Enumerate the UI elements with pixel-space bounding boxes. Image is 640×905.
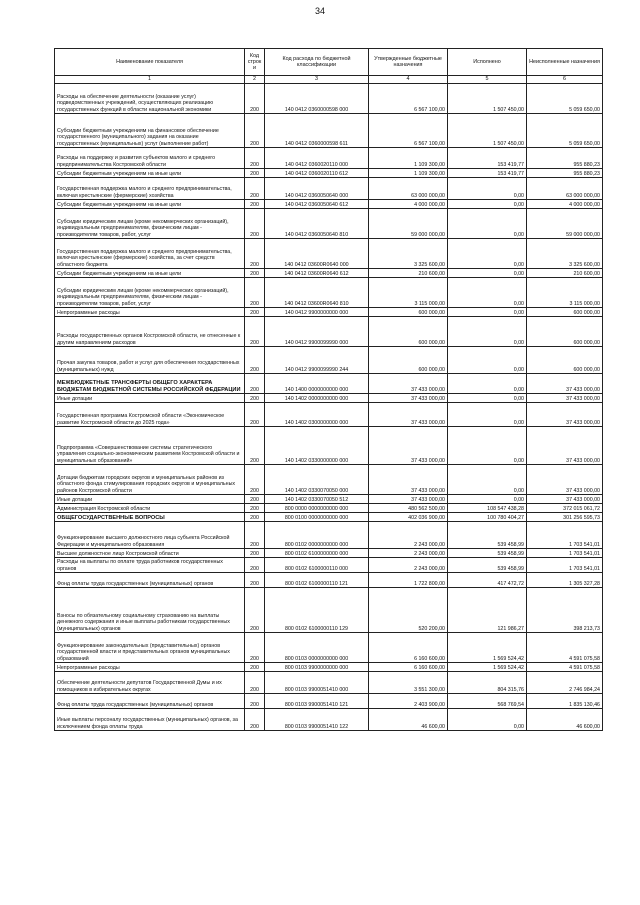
row-line-code: 200 <box>245 495 265 504</box>
row-budget-classification-code: 140 0412 0360020110 612 <box>265 169 369 178</box>
row-unexecuted-amount: 600 000,00 <box>527 347 603 374</box>
row-indicator-name: Обеспечение деятельности депутатов Государственной Думы и их помощников в избирательных округах <box>55 672 245 694</box>
row-indicator-name: Подпрограмма «Совершенствование системы стратегического управления социально-экономическим развитием Костромской области и муниципальных образований» <box>55 427 245 465</box>
column-index: 2 <box>245 76 265 84</box>
row-budget-classification-code: 140 0412 03600R0640 612 <box>265 269 369 278</box>
row-unexecuted-amount: 955 880,23 <box>527 148 603 169</box>
row-unexecuted-amount: 1 703 541,01 <box>527 558 603 573</box>
row-indicator-name: Иные дотации <box>55 394 245 403</box>
row-indicator-name: Субсидии бюджетным учреждениям на иные цели <box>55 200 245 209</box>
row-unexecuted-amount: 372 015 061,72 <box>527 504 603 513</box>
row-indicator-name: Иные дотации <box>55 495 245 504</box>
table-row <box>55 633 603 663</box>
row-approved-amount: 2 403 900,00 <box>369 694 448 709</box>
row-budget-classification-code: 140 0412 0360000598 000 <box>265 84 369 114</box>
row-indicator-name: Функционирование высшего должностного лица субъекта Российской Федерации и муниципального образования <box>55 522 245 549</box>
row-line-code: 200 <box>245 403 265 427</box>
row-unexecuted-amount: 600 000,00 <box>527 317 603 347</box>
row-unexecuted-amount: 1 703 541,01 <box>527 522 603 549</box>
table-row <box>55 374 603 394</box>
row-approved-amount: 3 325 600,00 <box>369 239 448 269</box>
row-line-code: 200 <box>245 169 265 178</box>
row-approved-amount: 6 567 100,00 <box>369 84 448 114</box>
table-row <box>55 178 603 200</box>
row-budget-classification-code: 800 0103 9900051410 121 <box>265 694 369 709</box>
row-line-code: 200 <box>245 663 265 672</box>
row-budget-classification-code: 140 0412 03600R0640 000 <box>265 239 369 269</box>
row-unexecuted-amount: 3 115 000,00 <box>527 278 603 308</box>
table-row <box>55 84 603 114</box>
row-approved-amount: 63 000 000,00 <box>369 178 448 200</box>
page-number: 34 <box>314 6 325 16</box>
row-budget-classification-code: 140 1402 0330070050 512 <box>265 495 369 504</box>
row-indicator-name: Расходы государственных органов Костромской области, не отнесенные к другим направлениям расходов <box>55 317 245 347</box>
header-budget-classification-code: Код расхода по бюджетной классификации <box>265 49 369 76</box>
row-unexecuted-amount: 398 213,73 <box>527 588 603 633</box>
row-indicator-name: Фонд оплаты труда государственных (муниципальных) органов <box>55 694 245 709</box>
row-executed-amount: 0,00 <box>448 709 527 731</box>
row-approved-amount: 2 243 000,00 <box>369 522 448 549</box>
table-row <box>55 308 603 317</box>
header-line-code: Код строк и <box>245 49 265 76</box>
table-row <box>55 317 603 347</box>
row-executed-amount: 0,00 <box>448 495 527 504</box>
row-indicator-name: ОБЩЕГОСУДАРСТВЕННЫЕ ВОПРОСЫ <box>55 513 245 522</box>
table-row <box>55 504 603 513</box>
row-line-code: 200 <box>245 239 265 269</box>
row-executed-amount: 1 569 524,42 <box>448 663 527 672</box>
row-unexecuted-amount: 5 059 650,00 <box>527 84 603 114</box>
row-budget-classification-code: 140 0412 0360050640 000 <box>265 178 369 200</box>
row-line-code: 200 <box>245 178 265 200</box>
row-indicator-name: Высшее должностное лицо Костромской области <box>55 549 245 558</box>
row-approved-amount: 37 433 000,00 <box>369 495 448 504</box>
table-row <box>55 672 603 694</box>
row-approved-amount: 520 200,00 <box>369 588 448 633</box>
row-line-code: 200 <box>245 317 265 347</box>
row-unexecuted-amount: 4 591 075,58 <box>527 663 603 672</box>
row-unexecuted-amount: 4 591 075,58 <box>527 633 603 663</box>
row-indicator-name: Функционирование законодательных (представительных) органов государственной власти и представительных органов муниципальных образований <box>55 633 245 663</box>
row-executed-amount: 0,00 <box>448 374 527 394</box>
table-row <box>55 209 603 239</box>
row-line-code: 200 <box>245 209 265 239</box>
row-approved-amount: 2 243 000,00 <box>369 549 448 558</box>
row-line-code: 200 <box>245 269 265 278</box>
row-indicator-name: Администрация Костромской области <box>55 504 245 513</box>
table-row <box>55 347 603 374</box>
row-executed-amount: 0,00 <box>448 427 527 465</box>
row-executed-amount: 1 507 450,00 <box>448 84 527 114</box>
row-approved-amount: 37 433 000,00 <box>369 427 448 465</box>
header-executed: Исполнено <box>448 49 527 76</box>
row-unexecuted-amount: 37 433 000,00 <box>527 403 603 427</box>
row-unexecuted-amount: 37 433 000,00 <box>527 495 603 504</box>
row-approved-amount: 600 000,00 <box>369 317 448 347</box>
row-approved-amount: 37 433 000,00 <box>369 374 448 394</box>
row-line-code: 200 <box>245 200 265 209</box>
table-row <box>55 239 603 269</box>
row-budget-classification-code: 800 0000 0000000000 000 <box>265 504 369 513</box>
row-executed-amount: 539 458,99 <box>448 522 527 549</box>
table-row <box>55 114 603 148</box>
row-executed-amount: 108 547 438,28 <box>448 504 527 513</box>
table-row <box>55 495 603 504</box>
row-budget-classification-code: 800 0102 6100000110 000 <box>265 558 369 573</box>
row-unexecuted-amount: 5 059 650,00 <box>527 114 603 148</box>
row-unexecuted-amount: 37 433 000,00 <box>527 427 603 465</box>
row-budget-classification-code: 140 0412 9900099990 000 <box>265 317 369 347</box>
row-executed-amount: 0,00 <box>448 200 527 209</box>
column-index: 6 <box>527 76 603 84</box>
row-line-code: 200 <box>245 709 265 731</box>
row-unexecuted-amount: 1 703 541,01 <box>527 549 603 558</box>
row-line-code: 200 <box>245 278 265 308</box>
row-indicator-name: Непрограммные расходы <box>55 308 245 317</box>
row-approved-amount: 3 115 000,00 <box>369 278 448 308</box>
row-executed-amount: 1 507 450,00 <box>448 114 527 148</box>
row-executed-amount: 539 458,99 <box>448 558 527 573</box>
table-row <box>55 513 603 522</box>
table-row <box>55 403 603 427</box>
row-indicator-name: Субсидии бюджетным учреждениям на финансовое обеспечение государственного (муниципального) задания на оказание государственных (муниципальных) услуг (выполнение работ) <box>55 114 245 148</box>
table-row <box>55 588 603 633</box>
row-indicator-name: МЕЖБЮДЖЕТНЫЕ ТРАНСФЕРТЫ ОБЩЕГО ХАРАКТЕРА БЮДЖЕТАМ БЮДЖЕТНОЙ СИСТЕМЫ РОССИЙСКОЙ ФЕДЕРАЦИИ <box>55 374 245 394</box>
row-approved-amount: 46 600,00 <box>369 709 448 731</box>
row-budget-classification-code: 800 0103 9900000000 000 <box>265 663 369 672</box>
row-executed-amount: 0,00 <box>448 317 527 347</box>
row-approved-amount: 6 160 600,00 <box>369 633 448 663</box>
table-row <box>55 465 603 495</box>
row-indicator-name: Субсидии юридическим лицам (кроме некоммерческих организаций), индивидуальным предпринимателям, физическим лицам - производителям товаров, работ, услуг <box>55 209 245 239</box>
row-budget-classification-code: 800 0103 9900051410 000 <box>265 672 369 694</box>
header-approved-appropriations: Утвержденные бюджетные назначения <box>369 49 448 76</box>
column-index: 4 <box>369 76 448 84</box>
table-row <box>55 522 603 549</box>
row-executed-amount: 0,00 <box>448 178 527 200</box>
table-row <box>55 558 603 573</box>
row-line-code: 200 <box>245 308 265 317</box>
row-budget-classification-code: 140 0412 9900099990 244 <box>265 347 369 374</box>
row-budget-classification-code: 140 0412 9900000000 000 <box>265 308 369 317</box>
row-budget-classification-code: 800 0100 0000000000 000 <box>265 513 369 522</box>
table-row <box>55 394 603 403</box>
row-indicator-name: Государственная программа Костромской области «Экономическое развитие Костромской области до 2025 года» <box>55 403 245 427</box>
row-executed-amount: 0,00 <box>448 465 527 495</box>
row-indicator-name: Прочая закупка товаров, работ и услуг для обеспечения государственных (муниципальных) нужд <box>55 347 245 374</box>
row-indicator-name: Непрограммные расходы <box>55 663 245 672</box>
row-line-code: 200 <box>245 394 265 403</box>
row-executed-amount: 417 472,72 <box>448 573 527 588</box>
row-approved-amount: 402 036 900,00 <box>369 513 448 522</box>
column-index: 3 <box>265 76 369 84</box>
row-budget-classification-code: 140 0412 0360020110 000 <box>265 148 369 169</box>
row-approved-amount: 1 722 800,00 <box>369 573 448 588</box>
table-row <box>55 663 603 672</box>
row-indicator-name: Взносы по обязательному социальному страхованию на выплаты денежного содержания и иные выплаты работникам государственных (муниципальных) органов <box>55 588 245 633</box>
row-approved-amount: 480 562 500,00 <box>369 504 448 513</box>
row-line-code: 200 <box>245 114 265 148</box>
row-indicator-name: Дотации бюджетам городских округов и муниципальных районов из областного фонда стимулирования городских округов и муниципальных районов Костромской области <box>55 465 245 495</box>
row-approved-amount: 37 433 000,00 <box>369 465 448 495</box>
row-line-code: 200 <box>245 347 265 374</box>
row-indicator-name: Государственная поддержка малого и среднего предпринимательства, включая крестьянские (фермерские) хозяйства <box>55 178 245 200</box>
row-budget-classification-code: 800 0102 6100000110 129 <box>265 588 369 633</box>
table-row <box>55 549 603 558</box>
row-unexecuted-amount: 301 256 595,73 <box>527 513 603 522</box>
row-budget-classification-code: 140 1402 0330070050 000 <box>265 465 369 495</box>
row-budget-classification-code: 140 1402 0000000000 000 <box>265 394 369 403</box>
row-indicator-name: Иные выплаты персоналу государственных (муниципальных) органов, за исключением фонда оплаты труда <box>55 709 245 731</box>
row-line-code: 200 <box>245 504 265 513</box>
row-unexecuted-amount: 4 000 000,00 <box>527 200 603 209</box>
row-approved-amount: 6 160 600,00 <box>369 663 448 672</box>
row-executed-amount: 568 769,54 <box>448 694 527 709</box>
row-unexecuted-amount: 3 325 600,00 <box>527 239 603 269</box>
table-row <box>55 573 603 588</box>
row-unexecuted-amount: 600 000,00 <box>527 308 603 317</box>
row-executed-amount: 100 780 404,27 <box>448 513 527 522</box>
row-approved-amount: 600 000,00 <box>369 347 448 374</box>
row-executed-amount: 0,00 <box>448 209 527 239</box>
row-budget-classification-code: 800 0103 0000000000 000 <box>265 633 369 663</box>
budget-execution-table <box>54 48 603 731</box>
row-executed-amount: 121 986,27 <box>448 588 527 633</box>
row-line-code: 200 <box>245 84 265 114</box>
row-indicator-name: Субсидии бюджетным учреждениям на иные цели <box>55 269 245 278</box>
row-approved-amount: 59 000 000,00 <box>369 209 448 239</box>
row-approved-amount: 600 000,00 <box>369 308 448 317</box>
row-line-code: 200 <box>245 549 265 558</box>
row-line-code: 200 <box>245 522 265 549</box>
row-line-code: 200 <box>245 633 265 663</box>
row-unexecuted-amount: 37 433 000,00 <box>527 394 603 403</box>
row-budget-classification-code: 140 1400 0000000000 000 <box>265 374 369 394</box>
row-unexecuted-amount: 63 000 000,00 <box>527 178 603 200</box>
row-budget-classification-code: 140 0412 0360050640 810 <box>265 209 369 239</box>
row-line-code: 200 <box>245 148 265 169</box>
row-line-code: 200 <box>245 558 265 573</box>
row-unexecuted-amount: 46 600,00 <box>527 709 603 731</box>
row-line-code: 200 <box>245 573 265 588</box>
row-line-code: 200 <box>245 374 265 394</box>
row-indicator-name: Расходы на выплаты по оплате труда работников государственных органов <box>55 558 245 573</box>
row-unexecuted-amount: 210 600,00 <box>527 269 603 278</box>
header-unexecuted-appropriations: Неисполненные назначения <box>527 49 603 76</box>
row-approved-amount: 2 243 000,00 <box>369 558 448 573</box>
row-unexecuted-amount: 955 880,23 <box>527 169 603 178</box>
row-approved-amount: 1 109 300,00 <box>369 148 448 169</box>
table-row <box>55 709 603 731</box>
table-row <box>55 694 603 709</box>
row-executed-amount: 153 419,77 <box>448 169 527 178</box>
column-index: 1 <box>55 76 245 84</box>
row-executed-amount: 0,00 <box>448 239 527 269</box>
header-indicator-name: Наименование показателя <box>55 49 245 76</box>
row-executed-amount: 153 419,77 <box>448 148 527 169</box>
table-row <box>55 269 603 278</box>
row-approved-amount: 1 109 300,00 <box>369 169 448 178</box>
row-budget-classification-code: 800 0102 6100000000 000 <box>265 549 369 558</box>
column-index: 5 <box>448 76 527 84</box>
table-column-index-row <box>55 76 603 84</box>
row-budget-classification-code: 140 0412 0360050640 612 <box>265 200 369 209</box>
row-executed-amount: 539 458,99 <box>448 549 527 558</box>
table-row <box>55 200 603 209</box>
row-line-code: 200 <box>245 465 265 495</box>
row-unexecuted-amount: 1 305 327,28 <box>527 573 603 588</box>
row-indicator-name: Расходы на обеспечение деятельности (оказание услуг) подведомственных учреждений, осуществляющих реализацию государственных функций в области национальной экономики <box>55 84 245 114</box>
row-executed-amount: 804 315,76 <box>448 672 527 694</box>
row-line-code: 200 <box>245 513 265 522</box>
table-row <box>55 278 603 308</box>
row-budget-classification-code: 800 0102 0000000000 000 <box>265 522 369 549</box>
row-line-code: 200 <box>245 427 265 465</box>
table-body <box>55 84 603 731</box>
row-executed-amount: 0,00 <box>448 347 527 374</box>
row-unexecuted-amount: 1 835 130,46 <box>527 694 603 709</box>
row-line-code: 200 <box>245 694 265 709</box>
row-unexecuted-amount: 59 000 000,00 <box>527 209 603 239</box>
table-header-row <box>55 49 603 76</box>
row-approved-amount: 6 567 100,00 <box>369 114 448 148</box>
row-budget-classification-code: 140 1402 0330000000 000 <box>265 427 369 465</box>
row-indicator-name: Субсидии юридическим лицам (кроме некоммерческих организаций), индивидуальным предпринимателям, физическим лицам - производителям товаров, работ, услуг <box>55 278 245 308</box>
row-executed-amount: 0,00 <box>448 403 527 427</box>
row-budget-classification-code: 800 0102 6100000110 121 <box>265 573 369 588</box>
table-row <box>55 148 603 169</box>
row-unexecuted-amount: 2 746 984,24 <box>527 672 603 694</box>
row-indicator-name: Субсидии бюджетным учреждениям на иные цели <box>55 169 245 178</box>
row-approved-amount: 37 433 000,00 <box>369 394 448 403</box>
row-line-code: 200 <box>245 672 265 694</box>
row-executed-amount: 1 569 524,42 <box>448 633 527 663</box>
row-approved-amount: 3 551 300,00 <box>369 672 448 694</box>
row-budget-classification-code: 140 0412 0360000598 611 <box>265 114 369 148</box>
row-budget-classification-code: 800 0103 9900051410 122 <box>265 709 369 731</box>
row-indicator-name: Фонд оплаты труда государственных (муниципальных) органов <box>55 573 245 588</box>
row-line-code: 200 <box>245 588 265 633</box>
row-approved-amount: 210 600,00 <box>369 269 448 278</box>
row-unexecuted-amount: 37 433 000,00 <box>527 465 603 495</box>
row-indicator-name: Расходы на поддержку и развития субъектов малого и среднего предпринимательства Костромской области <box>55 148 245 169</box>
row-executed-amount: 0,00 <box>448 394 527 403</box>
row-budget-classification-code: 140 0412 03600R0640 810 <box>265 278 369 308</box>
table-row <box>55 427 603 465</box>
row-budget-classification-code: 140 1402 0300000000 000 <box>265 403 369 427</box>
row-executed-amount: 0,00 <box>448 278 527 308</box>
row-indicator-name: Государственная поддержка малого и среднего предпринимательства, включая крестьянские (фермерские) хозяйства, за счет средств областного бюджета <box>55 239 245 269</box>
table-row <box>55 169 603 178</box>
row-executed-amount: 0,00 <box>448 269 527 278</box>
row-executed-amount: 0,00 <box>448 308 527 317</box>
row-approved-amount: 4 000 000,00 <box>369 200 448 209</box>
row-approved-amount: 37 433 000,00 <box>369 403 448 427</box>
row-unexecuted-amount: 37 433 000,00 <box>527 374 603 394</box>
